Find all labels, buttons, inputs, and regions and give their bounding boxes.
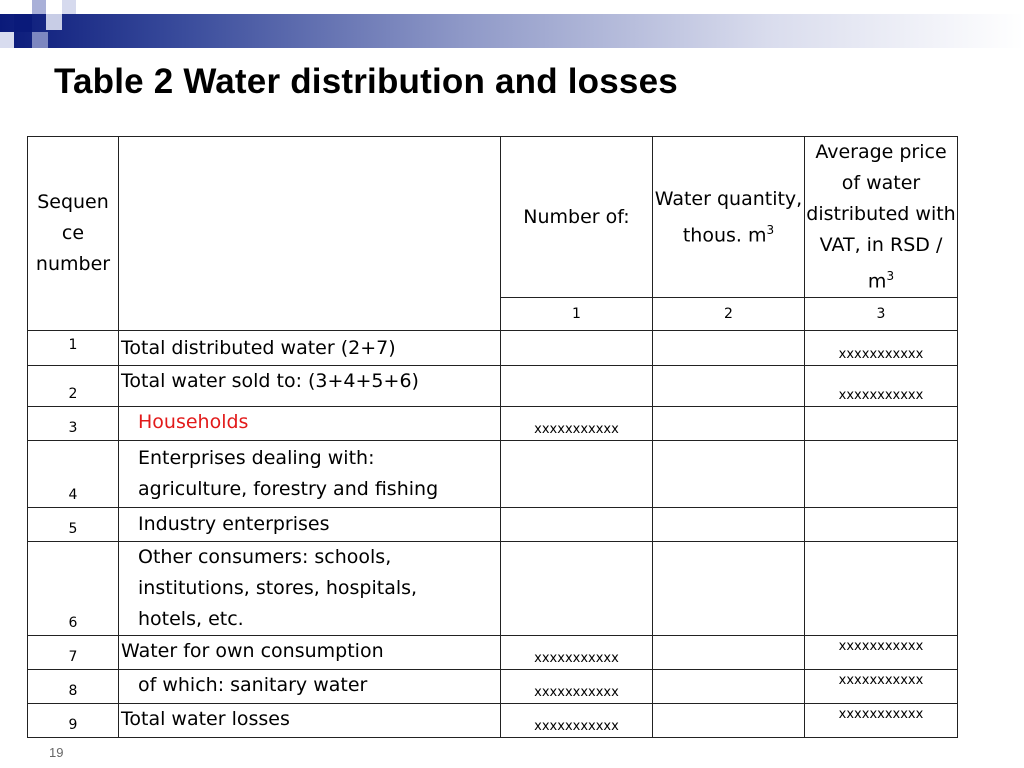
row-label: Enterprises dealing with: agriculture, forestry and fishing (119, 441, 501, 508)
row-label: Other consumers: schools, institutions, stores, hospitals, hotels, etc. (119, 542, 501, 636)
header-gradient-band (0, 14, 1024, 48)
row-cell-price (805, 542, 958, 636)
table-row (28, 407, 958, 441)
row-label: Households (119, 407, 501, 441)
slide-title: Table 2 Water distribution and losses (54, 62, 678, 101)
column-number: 3 (805, 298, 958, 331)
row-cell-price (805, 441, 958, 508)
row-cell-price (805, 508, 958, 542)
row-cell-quantity (653, 542, 805, 636)
row-sequence-number: 4 (28, 441, 119, 508)
row-sequence-number: 6 (28, 542, 119, 636)
column-number: 2 (653, 298, 805, 331)
table-row (28, 542, 958, 636)
header-square-decoration (32, 0, 46, 14)
header-number-of: Number of: (501, 137, 653, 298)
row-cell-quantity (653, 636, 805, 670)
row-sequence-number: 3 (28, 407, 119, 441)
header-square-decoration (62, 0, 76, 14)
row-cell-quantity (653, 441, 805, 508)
table-row (28, 636, 958, 670)
row-cell-number: xxxxxxxxxxx (501, 407, 653, 441)
header-square-decoration (46, 14, 62, 30)
row-cell-number (501, 542, 653, 636)
row-cell-number (501, 508, 653, 542)
row-cell-quantity (653, 704, 805, 738)
row-cell-price: xxxxxxxxxxx (805, 670, 958, 704)
row-cell-quantity (653, 508, 805, 542)
row-cell-quantity (653, 366, 805, 407)
row-cell-number: xxxxxxxxxxx (501, 704, 653, 738)
row-cell-number (501, 331, 653, 366)
table-row (28, 508, 958, 542)
table-row (28, 366, 958, 407)
row-cell-price: xxxxxxxxxxx (805, 331, 958, 366)
row-cell-number (501, 441, 653, 508)
table-header-row (28, 137, 958, 298)
row-sequence-number: 7 (28, 636, 119, 670)
row-sequence-number: 8 (28, 670, 119, 704)
table-row (28, 670, 958, 704)
row-label: Total water losses (119, 704, 501, 738)
row-sequence-number: 2 (28, 366, 119, 407)
row-cell-number: xxxxxxxxxxx (501, 670, 653, 704)
table-row (28, 331, 958, 366)
row-label: of which: sanitary water (119, 670, 501, 704)
row-label: Water for own consumption (119, 636, 501, 670)
header-square-decoration (0, 32, 14, 48)
row-cell-price: xxxxxxxxxxx (805, 704, 958, 738)
header-square-decoration (32, 32, 48, 48)
column-number: 1 (501, 298, 653, 331)
header-square-decoration (0, 0, 14, 14)
header-square-decoration (14, 14, 32, 32)
row-cell-number (501, 366, 653, 407)
row-cell-quantity (653, 407, 805, 441)
row-label: Total distributed water (2+7) (119, 331, 501, 366)
row-cell-quantity (653, 331, 805, 366)
page-number: 19 (49, 745, 64, 760)
row-cell-price: xxxxxxxxxxx (805, 366, 958, 407)
header-description-blank (119, 137, 501, 331)
row-sequence-number: 5 (28, 508, 119, 542)
header-sequence-number: Sequen ce number (28, 137, 119, 331)
row-cell-price: xxxxxxxxxxx (805, 636, 958, 670)
table-row (28, 441, 958, 508)
row-label: Total water sold to: (3+4+5+6) (119, 366, 501, 407)
row-cell-quantity (653, 670, 805, 704)
row-sequence-number: 9 (28, 704, 119, 738)
header-average-price: Average price of water distributed with VAT, in RSD / $m^3$ (805, 137, 958, 298)
row-cell-number: xxxxxxxxxxx (501, 636, 653, 670)
row-cell-price (805, 407, 958, 441)
header-water-quantity: Water quantity, thous. $m^3$ (653, 137, 805, 298)
row-sequence-number: 1 (28, 331, 119, 366)
table-row (28, 704, 958, 738)
water-distribution-table (27, 136, 958, 738)
row-label: Industry enterprises (119, 508, 501, 542)
